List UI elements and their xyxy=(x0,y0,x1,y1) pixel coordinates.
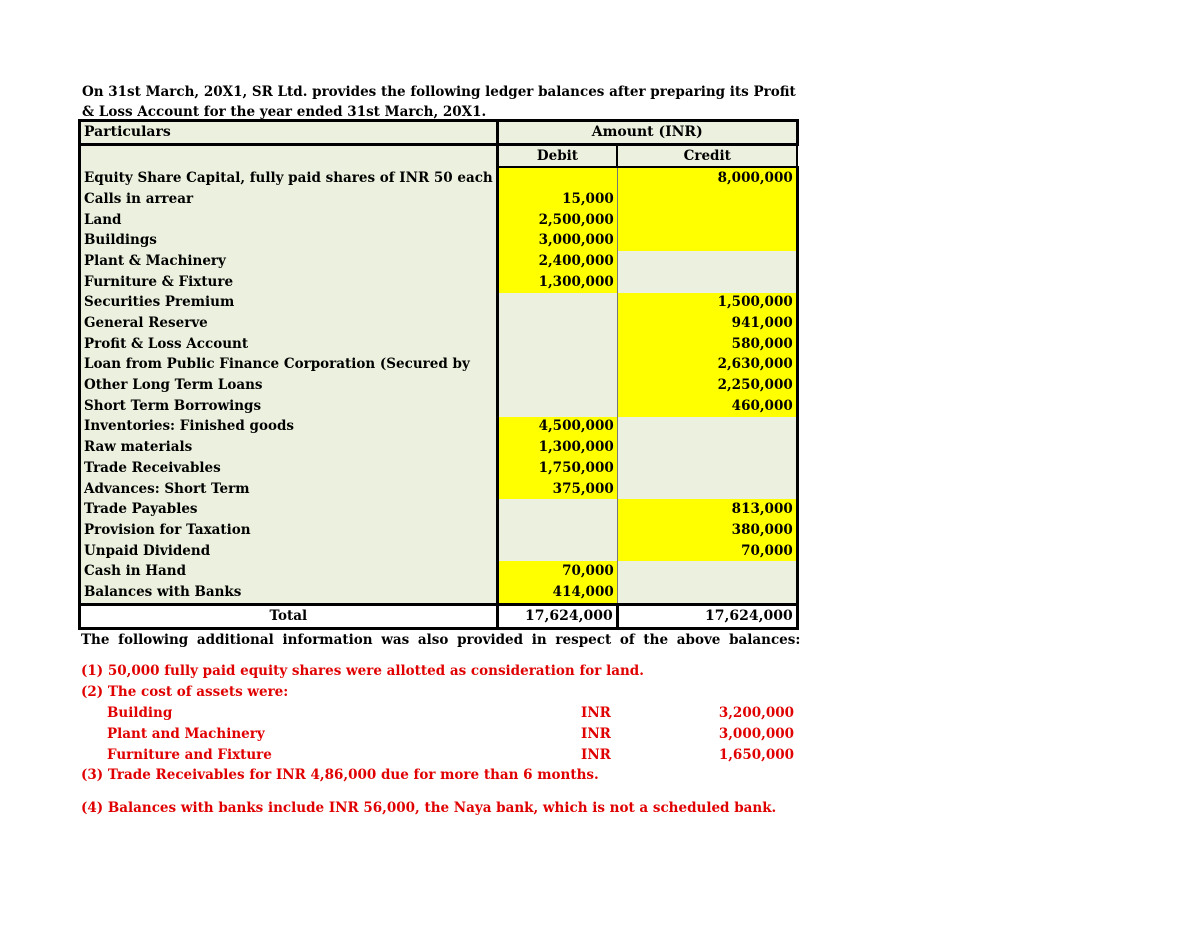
row-credit xyxy=(617,437,797,458)
row-debit: 1,750,000 xyxy=(497,458,617,479)
row-particular: Balances with Banks xyxy=(80,582,498,604)
asset-currency: INR xyxy=(581,705,611,721)
row-particular: Loan from Public Finance Corporation (Secured by xyxy=(80,355,498,376)
note-2: (2) The cost of assets were: xyxy=(81,684,289,700)
row-debit: 70,000 xyxy=(497,561,617,582)
table-row xyxy=(80,313,798,334)
row-debit xyxy=(497,396,617,417)
table-row xyxy=(80,189,798,210)
particulars-subheader-blank xyxy=(80,144,498,167)
row-particular: Plant & Machinery xyxy=(80,251,498,272)
header-row xyxy=(80,121,798,145)
total-debit: 17,624,000 xyxy=(497,604,617,628)
row-particular: Furniture & Fixture xyxy=(80,272,498,293)
row-credit: 941,000 xyxy=(617,313,797,334)
subheader-row xyxy=(80,144,798,167)
row-credit: 580,000 xyxy=(617,334,797,355)
asset-currency: INR xyxy=(581,747,611,763)
asset-name: Furniture and Fixture xyxy=(107,747,272,763)
row-debit: 375,000 xyxy=(497,479,617,500)
row-debit: 414,000 xyxy=(497,582,617,604)
table-row xyxy=(80,396,798,417)
row-debit: 15,000 xyxy=(497,189,617,210)
note-4: (4) Balances with banks include INR 56,000, the Naya bank, which is not a scheduled bank. xyxy=(81,800,777,816)
row-credit xyxy=(617,272,797,293)
row-debit xyxy=(497,375,617,396)
asset-name: Building xyxy=(107,705,173,721)
table-row xyxy=(80,210,798,231)
table-row xyxy=(80,520,798,541)
asset-amount: 3,000,000 xyxy=(718,726,794,742)
row-debit xyxy=(497,313,617,334)
row-credit: 8,000,000 xyxy=(617,167,797,189)
row-debit xyxy=(497,293,617,314)
additional-info-heading: The following additional information was also provided in respect of the above balances: xyxy=(81,632,801,648)
row-credit xyxy=(617,189,797,210)
row-credit xyxy=(617,210,797,231)
row-debit xyxy=(497,334,617,355)
row-credit xyxy=(617,479,797,500)
row-debit: 2,400,000 xyxy=(497,251,617,272)
asset-currency: INR xyxy=(581,726,611,742)
row-credit: 2,630,000 xyxy=(617,355,797,376)
row-particular: Provision for Taxation xyxy=(80,520,498,541)
row-particular: Short Term Borrowings xyxy=(80,396,498,417)
row-credit: 2,250,000 xyxy=(617,375,797,396)
row-debit: 1,300,000 xyxy=(497,272,617,293)
row-particular: Calls in arrear xyxy=(80,189,498,210)
row-particular: Unpaid Dividend xyxy=(80,541,498,562)
row-debit: 4,500,000 xyxy=(497,417,617,438)
ledger-table xyxy=(78,119,799,630)
total-credit: 17,624,000 xyxy=(617,604,797,628)
table-row xyxy=(80,458,798,479)
row-credit: 813,000 xyxy=(617,499,797,520)
table-row xyxy=(80,167,798,189)
row-particular: Equity Share Capital, fully paid shares of INR 50 each xyxy=(80,167,498,189)
table-row xyxy=(80,293,798,314)
table-row xyxy=(80,334,798,355)
row-debit: 3,000,000 xyxy=(497,230,617,251)
row-debit xyxy=(497,541,617,562)
table-row xyxy=(80,479,798,500)
table-row xyxy=(80,251,798,272)
table-row xyxy=(80,272,798,293)
row-debit: 2,500,000 xyxy=(497,210,617,231)
table-row xyxy=(80,582,798,604)
row-particular: Cash in Hand xyxy=(80,561,498,582)
row-credit xyxy=(617,458,797,479)
debit-header: Debit xyxy=(497,144,617,167)
row-particular: Raw materials xyxy=(80,437,498,458)
row-debit xyxy=(497,520,617,541)
row-particular: Buildings xyxy=(80,230,498,251)
note-1: (1) 50,000 fully paid equity shares were allotted as consideration for land. xyxy=(81,663,644,679)
asset-amount: 3,200,000 xyxy=(718,705,794,721)
row-particular: Trade Receivables xyxy=(80,458,498,479)
table-row xyxy=(80,375,798,396)
row-credit: 70,000 xyxy=(617,541,797,562)
row-credit xyxy=(617,230,797,251)
row-debit xyxy=(497,355,617,376)
row-credit xyxy=(617,561,797,582)
table-row xyxy=(80,499,798,520)
table-row xyxy=(80,561,798,582)
credit-header: Credit xyxy=(617,144,797,167)
table-row xyxy=(80,417,798,438)
asset-amount: 1,650,000 xyxy=(718,747,794,763)
row-debit: 1,300,000 xyxy=(497,437,617,458)
total-label: Total xyxy=(80,604,498,628)
total-row xyxy=(80,604,798,628)
row-particular: General Reserve xyxy=(80,313,498,334)
row-particular: Securities Premium xyxy=(80,293,498,314)
row-particular: Profit & Loss Account xyxy=(80,334,498,355)
asset-name: Plant and Machinery xyxy=(107,726,265,742)
note-3: (3) Trade Receivables for INR 4,86,000 due for more than 6 months. xyxy=(81,767,599,783)
particulars-header: Particulars xyxy=(80,121,498,145)
table-row xyxy=(80,355,798,376)
row-credit: 380,000 xyxy=(617,520,797,541)
table-row xyxy=(80,437,798,458)
row-credit xyxy=(617,417,797,438)
row-debit xyxy=(497,167,617,189)
row-particular: Inventories: Finished goods xyxy=(80,417,498,438)
row-particular: Land xyxy=(80,210,498,231)
row-credit: 460,000 xyxy=(617,396,797,417)
amount-header: Amount (INR) xyxy=(497,121,797,145)
intro-text: On 31st March, 20X1, SR Ltd. provides the following ledger balances after preparing its Profit & Loss Account for the year ended 31st March, 20X1. xyxy=(82,84,796,120)
row-particular: Trade Payables xyxy=(80,499,498,520)
row-particular: Advances: Short Term xyxy=(80,479,498,500)
row-credit: 1,500,000 xyxy=(617,293,797,314)
row-debit xyxy=(497,499,617,520)
row-particular: Other Long Term Loans xyxy=(80,375,498,396)
table-row xyxy=(80,230,798,251)
table-row xyxy=(80,541,798,562)
row-credit xyxy=(617,251,797,272)
row-credit xyxy=(617,582,797,604)
